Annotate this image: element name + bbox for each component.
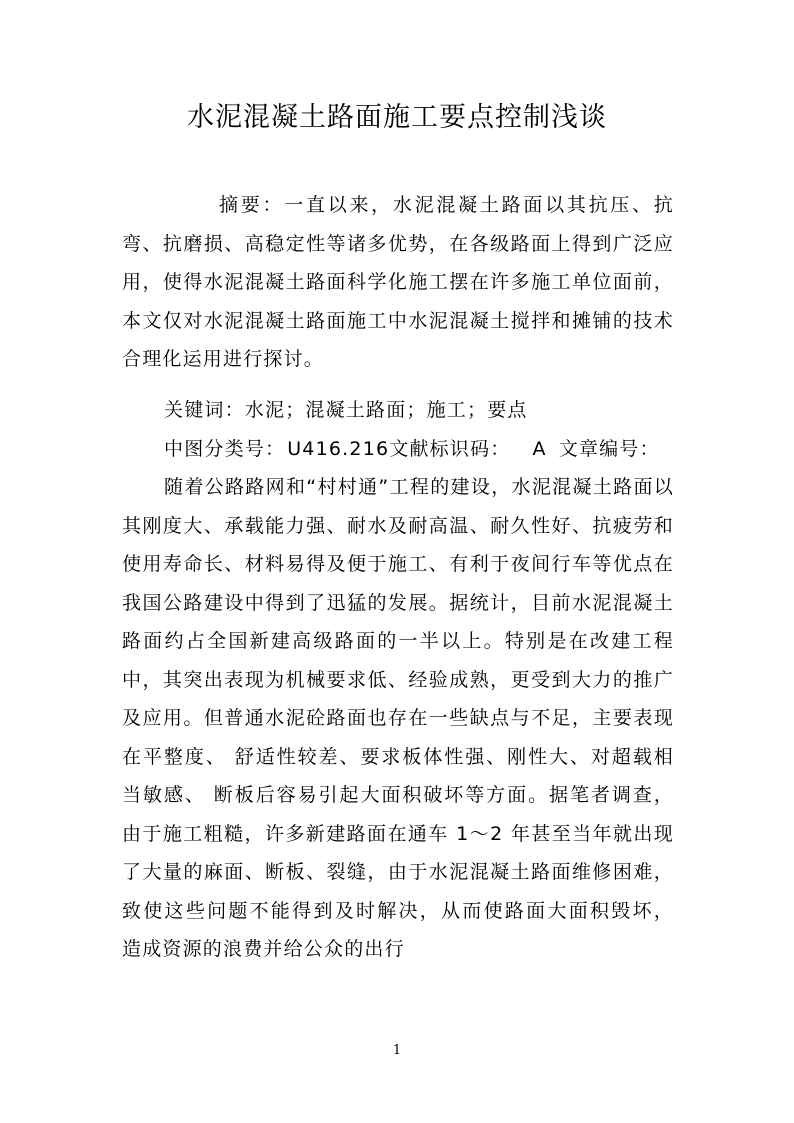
- page-number: 1: [392, 1043, 402, 1058]
- article-no-label: 文章编号：: [558, 438, 660, 460]
- clc-label: 中图分类号：: [164, 438, 286, 460]
- document-title: 水泥混凝土路面施工要点控制浅谈: [187, 102, 607, 133]
- keywords-line: 关键词：水泥；混凝土路面；施工；要点: [164, 399, 528, 421]
- body-paragraph: 随着公路路网和“村村通”工程的建设，水泥混凝土路面以其刚度大、承载能力强、耐水及耐高温、耐久性好、抗疲劳和使用寿命长、材料易得及便于施工、有利于夜间行车等优点在我国公路建设中得到了迅猛的发展。据统计，目前水泥混凝土路面约占全国新建高级路面的一半以上。特别是在改建工程中，其突出表现为机械要求低、经验成熟，更受到大力的推广及应用。但普通水泥砼路面也存在一些缺点与不足，主要表现在平整度、 舒适性较差、要求板体性强、刚性大、对超载相当敏感、 断板后容易引起大面积破坏等方面。据笔者调查，由于施工粗糙，许多新建路面在通车 1～2 年甚至当年就出现了大量的麻面、断板、裂缝，由于水泥混凝土路面维修困难，致使这些问题不能得到及时解决，从而使路面大面积毁坏， 造成资源的浪费并给公众的出行: [122, 476, 674, 960]
- classification-line: [122, 430, 674, 469]
- abstract-paragraph: 摘要：一直以来，水泥混凝土路面以其抗压、抗弯、抗磨损、高稳定性等诸多优势，在各级路面上得到广泛应用，使得水泥混凝土路面科学化施工摆在许多施工单位面前，本文仅对水泥混凝土路面施工中水泥混凝土搅拌和摊铺的技术合理化运用进行探讨。: [122, 194, 674, 370]
- clc-value: U416.216: [287, 438, 390, 460]
- doc-code-value: A: [532, 438, 547, 460]
- doc-code-label: 文献标识码：: [389, 438, 511, 460]
